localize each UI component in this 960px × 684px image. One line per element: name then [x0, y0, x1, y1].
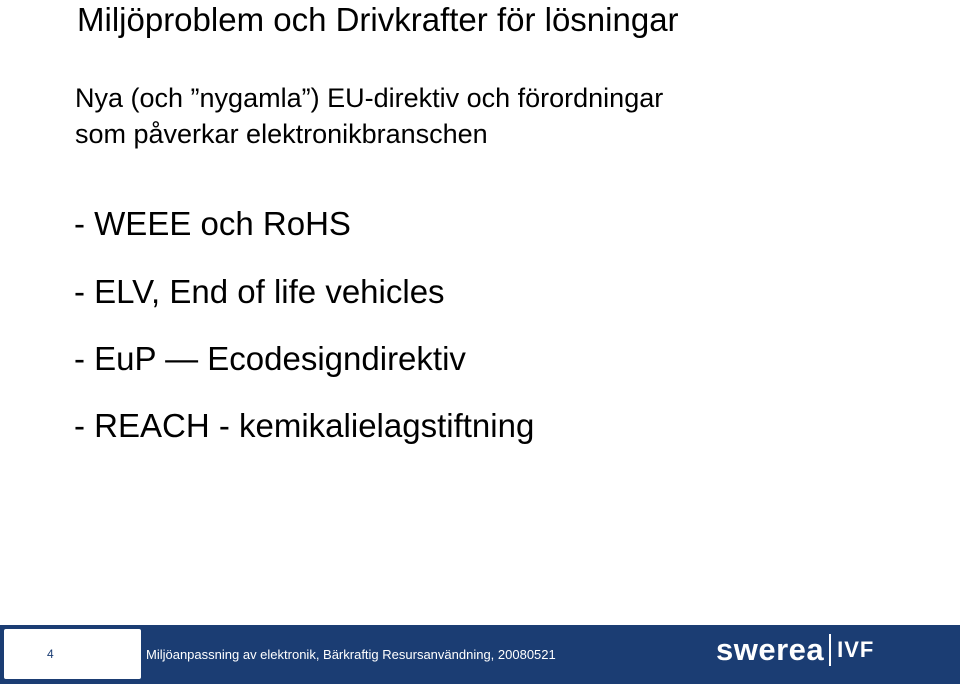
footer-text: Miljöanpassning av elektronik, Bärkraftig Resursanvändning, 20080521	[146, 647, 556, 662]
bullet-weee-rohs: - WEEE och RoHS	[74, 205, 351, 242]
slide-title: Miljöproblem och Drivkrafter för lösningar	[77, 1, 679, 38]
page-number-box	[4, 629, 141, 679]
bullet-eup: - EuP — Ecodesigndirektiv	[74, 340, 466, 377]
bullet-reach: - REACH - kemikalielagstiftning	[74, 407, 535, 444]
intro-line: som påverkar elektronikbranschen	[75, 119, 488, 149]
intro-line: Nya (och ”nygamla”) EU-direktiv och förordningar	[75, 83, 664, 113]
bullet-elv: - ELV, End of life vehicles	[74, 273, 445, 310]
footer-bar	[0, 625, 960, 684]
page-number: 4	[47, 647, 54, 661]
intro-text	[75, 80, 663, 152]
swerea-ivf-logo	[716, 630, 874, 670]
logo-main-text: swerea	[716, 632, 825, 667]
logo-divider	[829, 634, 831, 666]
logo-sub-text: IVF	[837, 637, 875, 662]
